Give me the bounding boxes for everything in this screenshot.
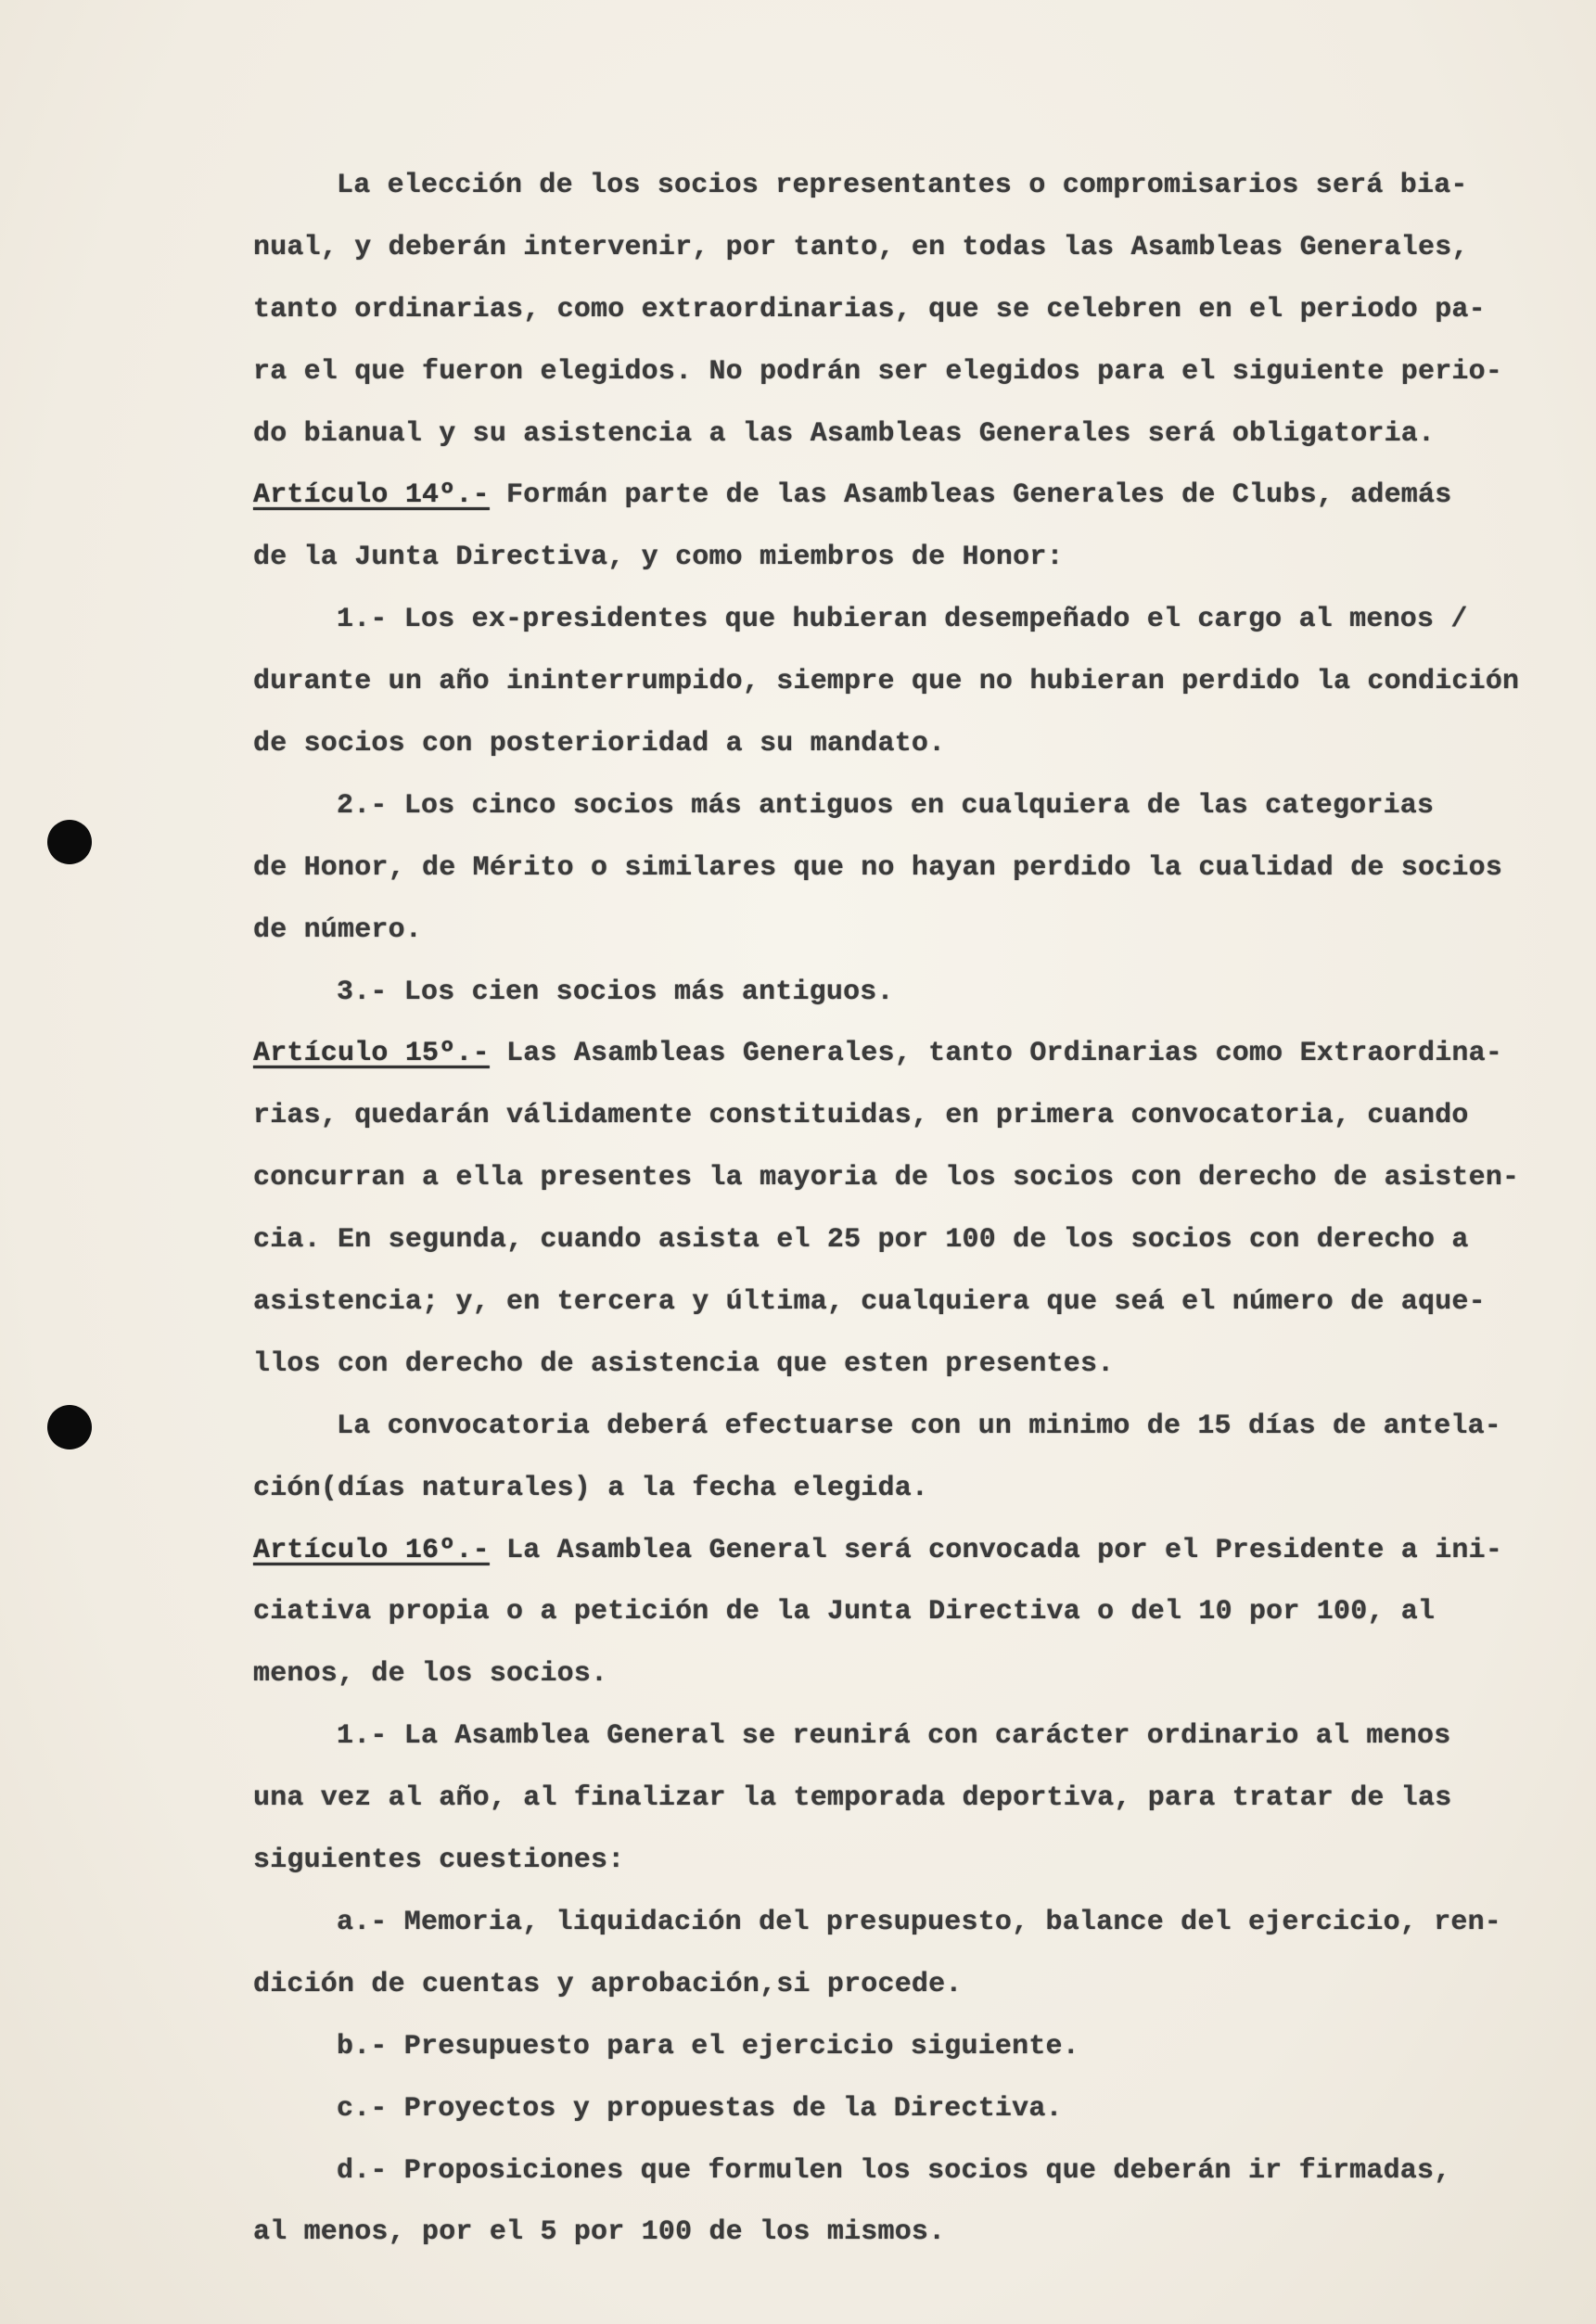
line-text: ciativa propia o a petición de la Junta Directiva o del 10 por 100, al xyxy=(253,1596,1436,1628)
text-line xyxy=(253,1147,1520,1209)
line-text: concurran a ella presentes la mayoria de los socios con derecho de asisten- xyxy=(253,1162,1520,1194)
line-text: 2.- Los cinco socios más antiguos en cualquiera de las categorias xyxy=(337,789,1435,822)
article-label: Artículo 15º.- xyxy=(253,1038,490,1070)
line-text: una vez al año, al finalizar la temporada deportiva, para tratar de las xyxy=(253,1782,1452,1815)
line-text: 1.- Los ex-presidentes que hubieran desempeñado el cargo al menos / xyxy=(337,604,1468,636)
text-line xyxy=(253,1209,1496,1271)
line-text: d.- Proposiciones que formulen los socios que deberán ir firmadas, xyxy=(337,2154,1451,2187)
text-line xyxy=(253,2016,1496,2078)
text-line xyxy=(253,589,1496,651)
text-line xyxy=(253,1705,1496,1768)
line-text: 1.- La Asamblea General se reunirá con carácter ordinario al menos xyxy=(337,1720,1451,1753)
article-label: Artículo 16º.- xyxy=(253,1534,490,1566)
document-body xyxy=(253,155,1520,2264)
text-line xyxy=(253,2202,1496,2264)
line-text: ra el que fueron elegidos. No podrán ser elegidos para el siguiente perio- xyxy=(253,355,1503,388)
line-text: siguientes cuestiones: xyxy=(253,1845,625,1877)
text-line xyxy=(253,1396,1502,1458)
text-line xyxy=(253,651,1520,713)
line-text: al menos, por el 5 por 100 de los mismos. xyxy=(253,2216,946,2249)
text-line xyxy=(253,1643,1496,1705)
line-text: c.- Proyectos y propuestas de la Directiva. xyxy=(337,2092,1063,2125)
punch-hole xyxy=(47,1405,92,1449)
line-text: de la Junta Directiva, y como miembros de Honor: xyxy=(253,542,1064,574)
line-text: tanto ordinarias, como extraordinarias, que se celebren en el periodo pa- xyxy=(253,293,1486,326)
text-line xyxy=(253,279,1496,341)
text-line xyxy=(253,1892,1502,1954)
line-text: do bianual y su asistencia a las Asambleas Generales será obligatoria. xyxy=(253,417,1436,450)
line-text: de número. xyxy=(253,913,423,946)
line-text: Las Asambleas Generales, tanto Ordinarias como Extraordina- xyxy=(489,1038,1503,1070)
article-label: Artículo 14º.- xyxy=(253,479,490,512)
text-line xyxy=(253,962,1496,1024)
line-text: ción(días naturales) a la fecha elegida. xyxy=(253,1472,929,1504)
text-line xyxy=(253,1085,1496,1147)
line-text: menos, de los socios. xyxy=(253,1658,608,1691)
text-line xyxy=(253,1954,1496,2016)
line-text: nual, y deberán intervenir, por tanto, en todas las Asambleas Generales, xyxy=(253,231,1469,263)
article-heading-line xyxy=(253,1023,1503,1085)
line-text: de socios con posterioridad a su mandato. xyxy=(253,728,946,760)
text-line xyxy=(253,1581,1496,1643)
text-line xyxy=(253,403,1496,466)
line-text: rias, quedarán válidamente constituidas, en primera convocatoria, cuando xyxy=(253,1100,1469,1132)
line-text: 3.- Los cien socios más antiguos. xyxy=(337,976,894,1008)
text-line xyxy=(253,2140,1496,2203)
line-text: asistencia; y, en tercera y última, cualquiera que seá el número de aque- xyxy=(253,1286,1486,1319)
line-text: La convocatoria deberá efectuarse con un minimo de 15 días de antela- xyxy=(337,1410,1502,1442)
line-text: a.- Memoria, liquidación del presupuesto, balance del ejercicio, ren- xyxy=(337,1906,1502,1938)
text-line xyxy=(253,1458,1496,1520)
text-line xyxy=(253,775,1496,837)
text-line xyxy=(253,1830,1496,1892)
article-heading-line xyxy=(253,465,1496,527)
line-text: Formán parte de las Asambleas Generales de Clubs, además xyxy=(489,479,1452,512)
article-heading-line xyxy=(253,1520,1503,1582)
line-text: cia. En segunda, cuando asista el 25 por 100 de los socios con derecho a xyxy=(253,1224,1469,1257)
line-text: de Honor, de Mérito o similares que no hayan perdido la cualidad de socios xyxy=(253,851,1503,884)
text-line xyxy=(253,900,1496,962)
text-line xyxy=(253,341,1503,403)
line-text: dición de cuentas y aprobación,si procede. xyxy=(253,1968,963,2000)
text-line xyxy=(253,2078,1496,2140)
line-text: La elección de los socios representantes o compromisarios será bia- xyxy=(337,170,1468,201)
text-line xyxy=(253,1271,1496,1334)
punch-hole xyxy=(47,820,92,864)
text-line xyxy=(253,837,1503,900)
line-text: llos con derecho de asistencia que esten presentes. xyxy=(253,1347,1115,1380)
text-line xyxy=(253,1768,1496,1830)
line-text: La Asamblea General será convocada por el Presidente a ini- xyxy=(489,1534,1503,1566)
line-text: b.- Presupuesto para el ejercicio siguiente. xyxy=(337,2030,1079,2062)
text-line xyxy=(253,713,1496,775)
text-line xyxy=(253,217,1496,279)
text-line xyxy=(253,527,1496,589)
text-line xyxy=(253,1334,1496,1396)
text-line xyxy=(253,155,1496,217)
line-text: durante un año ininterrumpido, siempre que no hubieran perdido la condición xyxy=(253,666,1520,698)
